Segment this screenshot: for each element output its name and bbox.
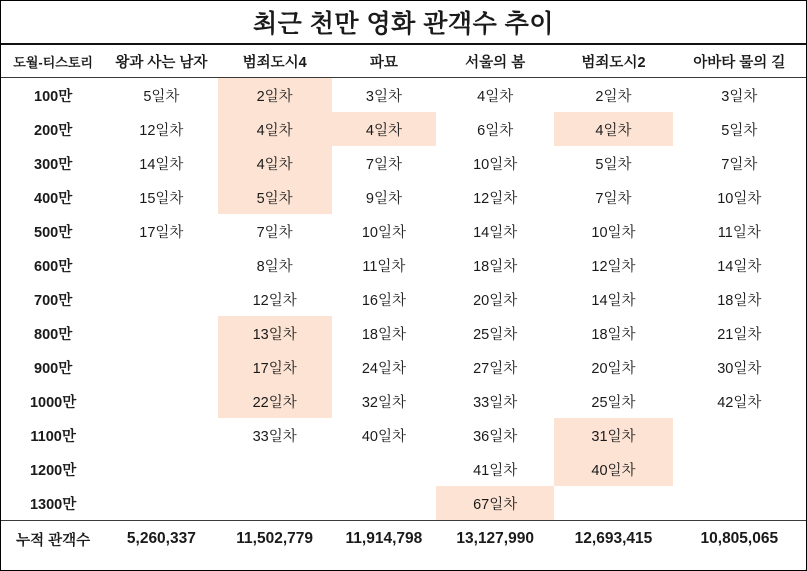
table-cell [332, 452, 436, 486]
table-cell [105, 248, 217, 282]
table-cell [105, 486, 217, 521]
table-cell [105, 418, 217, 452]
table-cell: 7일차 [256, 224, 293, 241]
total-cell: 11,502,779 [218, 521, 332, 558]
table-cell: 20일차 [591, 360, 636, 377]
table-cell: 3일차 [365, 88, 402, 105]
table-cell: 3일차 [721, 88, 758, 105]
table-cell: 4일차 [554, 112, 672, 146]
total-cell: 13,127,990 [436, 521, 554, 558]
table-cell: 4일차 [477, 88, 514, 105]
table-cell: 4일차 [332, 112, 436, 146]
table-cell: 5일차 [218, 180, 332, 214]
row-label: 1300만 [29, 496, 77, 513]
table-cell: 14일차 [473, 224, 518, 241]
table-cell: 24일차 [361, 360, 406, 377]
table-cell [105, 384, 217, 418]
table-row [1, 282, 806, 316]
table-row [1, 418, 806, 452]
table-row [1, 350, 806, 384]
table-cell [673, 452, 806, 486]
table-cell: 18일차 [717, 292, 762, 309]
row-label: 300만 [34, 156, 73, 173]
table-body [1, 78, 806, 558]
table-cell: 11일차 [362, 258, 406, 275]
table-cell [554, 486, 672, 521]
table-cell: 18일차 [473, 258, 518, 275]
page-title: 최근 천만 영화 관객수 추이 [253, 10, 554, 38]
table-header-row [1, 45, 806, 78]
table-cell: 42일차 [717, 394, 762, 411]
table-row [1, 112, 806, 146]
table-cell: 27일차 [473, 360, 518, 377]
table-row [1, 78, 806, 113]
movie-attendance-table [1, 45, 806, 557]
table-cell: 67일차 [436, 486, 554, 521]
column-header-movie-1: 왕과 사는 남자 [105, 45, 217, 78]
row-label: 600만 [34, 258, 73, 275]
table-cell: 31일차 [554, 418, 672, 452]
table-cell: 13일차 [218, 316, 332, 350]
table-cell: 12일차 [252, 292, 297, 309]
column-header-source: 도월-티스토리 [1, 45, 105, 78]
row-label: 500만 [34, 224, 73, 241]
table-cell: 10일차 [361, 224, 406, 241]
row-label: 200만 [34, 122, 73, 139]
table-cell: 2일차 [218, 78, 332, 113]
page-title-bar [1, 1, 806, 45]
table-cell [218, 452, 332, 486]
row-label: 900만 [34, 360, 73, 377]
table-cell: 16일차 [361, 292, 406, 309]
table-cell: 10일차 [591, 224, 636, 241]
table-cell: 4일차 [218, 112, 332, 146]
table-row [1, 248, 806, 282]
table-cell [673, 418, 806, 452]
total-row [1, 521, 806, 558]
table-cell: 11일차 [717, 224, 761, 241]
total-cell: 11,914,798 [332, 521, 436, 558]
table-cell [332, 486, 436, 521]
total-label: 누적 관객수 [1, 521, 105, 558]
table-header [1, 45, 806, 78]
row-label: 1200만 [29, 462, 77, 479]
total-cell: 5,260,337 [105, 521, 217, 558]
table-cell: 5일차 [721, 122, 758, 139]
column-header-movie-5: 범죄도시2 [554, 45, 672, 78]
table-row [1, 486, 806, 521]
column-header-movie-2: 범죄도시4 [218, 45, 332, 78]
table-row [1, 316, 806, 350]
table-cell: 25일차 [591, 394, 636, 411]
table-row [1, 180, 806, 214]
table-cell: 40일차 [361, 428, 406, 445]
row-label: 1100만 [30, 428, 76, 445]
table-cell: 5일차 [595, 156, 632, 173]
table-row [1, 384, 806, 418]
table-cell [105, 282, 217, 316]
total-cell: 10,805,065 [673, 521, 806, 558]
table-cell: 2일차 [595, 88, 632, 105]
table-cell: 14일차 [139, 156, 184, 173]
table-cell: 18일차 [591, 326, 636, 343]
table-cell: 17일차 [139, 224, 184, 241]
table-cell: 18일차 [361, 326, 406, 343]
table-cell: 36일차 [473, 428, 518, 445]
table-cell: 17일차 [218, 350, 332, 384]
table-cell: 12일차 [139, 122, 184, 139]
table-cell: 10일차 [473, 156, 518, 173]
table-cell: 7일차 [721, 156, 758, 173]
row-label: 800만 [34, 326, 73, 343]
table-cell: 7일차 [595, 190, 632, 207]
row-label: 400만 [34, 190, 73, 207]
table-cell: 14일차 [717, 258, 762, 275]
table-cell [218, 486, 332, 521]
column-header-movie-4: 서울의 봄 [436, 45, 554, 78]
column-header-movie-6: 아바타 물의 길 [673, 45, 806, 78]
table-cell: 4일차 [218, 146, 332, 180]
table-cell: 8일차 [256, 258, 293, 275]
table-cell [105, 316, 217, 350]
table-cell: 22일차 [218, 384, 332, 418]
table-cell: 5일차 [143, 88, 180, 105]
table-cell: 6일차 [477, 122, 514, 139]
table-cell: 12일차 [473, 190, 518, 207]
table-cell: 15일차 [139, 190, 184, 207]
table-cell [673, 486, 806, 521]
table-cell: 40일차 [554, 452, 672, 486]
table-cell: 30일차 [717, 360, 762, 377]
table-row [1, 214, 806, 248]
table-cell [105, 452, 217, 486]
table-cell: 32일차 [361, 394, 406, 411]
row-label: 700만 [34, 292, 73, 309]
table-cell: 33일차 [252, 428, 297, 445]
row-label: 100만 [34, 88, 73, 105]
table-cell: 20일차 [473, 292, 518, 309]
row-label: 1000만 [29, 394, 77, 411]
table-row [1, 452, 806, 486]
table-cell: 9일차 [365, 190, 402, 207]
table-cell: 7일차 [365, 156, 402, 173]
total-cell: 12,693,415 [554, 521, 672, 558]
table-cell: 21일차 [717, 326, 762, 343]
table-cell: 14일차 [591, 292, 636, 309]
table-cell: 10일차 [717, 190, 762, 207]
table-cell [105, 350, 217, 384]
column-header-movie-3: 파묘 [332, 45, 436, 78]
table-cell: 33일차 [473, 394, 518, 411]
table-cell: 12일차 [591, 258, 636, 275]
table-cell: 25일차 [473, 326, 518, 343]
table-row [1, 146, 806, 180]
table-cell: 41일차 [473, 462, 518, 479]
